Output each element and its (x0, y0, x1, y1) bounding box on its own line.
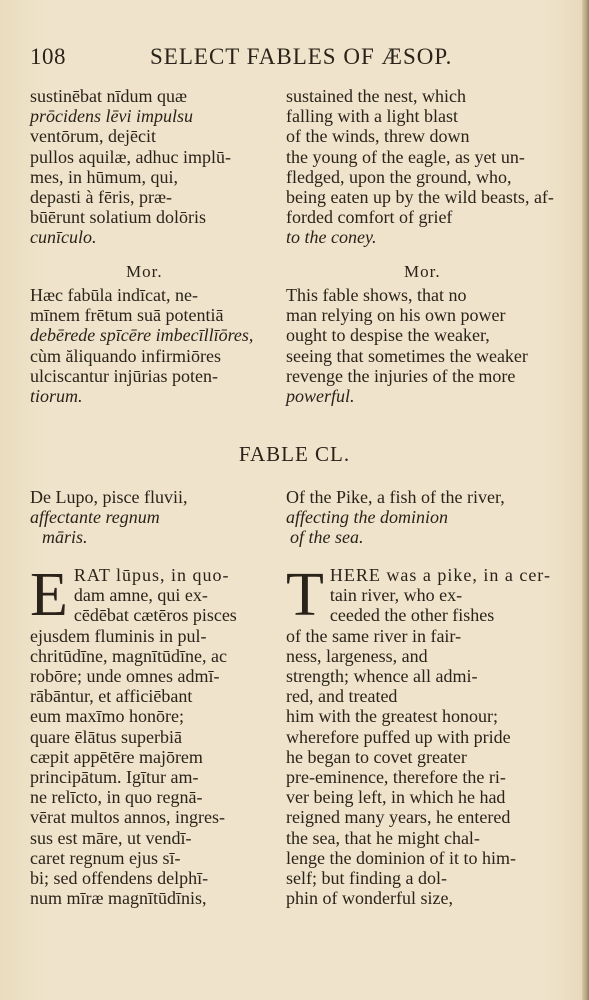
english-line: tain river, who ex- (329, 585, 463, 606)
page-edge (582, 0, 589, 1000)
english-moral-heading: Mor. (404, 262, 441, 281)
english-line: reigned many years, he entered (286, 807, 511, 828)
english-line: self; but finding a dol- (286, 868, 447, 889)
latin-line: vērat multos annos, ingres- (30, 807, 225, 828)
latin-line: principātum. Igītur am- (30, 767, 199, 788)
latin-subtitle-line: affectante regnum (30, 507, 160, 528)
latin-line: rābāntur, et afficiēbant (30, 686, 193, 707)
latin-line: dam amne, qui ex- (73, 585, 208, 606)
english-line: falling with a light blast (286, 106, 458, 127)
english-moral-line: revenge the injuries of the more (286, 365, 516, 386)
latin-line: bi; sed offendens delphī- (30, 868, 209, 889)
english-subtitle-line: Of the Pike, a fish of the river, (286, 487, 505, 507)
latin-line: chritūdīne, magnītūdīne, ac (30, 645, 227, 666)
english-moral-line: man relying on his own power (286, 305, 506, 326)
latin-line: depasti à fēris, præ- (30, 187, 172, 208)
latin-line: sus est māre, ut vendī- (30, 827, 192, 848)
english-line: to the coney. (286, 227, 377, 248)
latin-line: cēdēbat cætēros pisces (73, 605, 237, 626)
latin-moral-line: mīnem frētum suā potentiā (30, 305, 224, 326)
running-header (30, 44, 560, 74)
english-line: forded comfort of grief (286, 207, 453, 228)
english-line: sustained the nest, which (286, 86, 466, 106)
english-line: him with the greatest honour; (286, 706, 498, 727)
latin-line: eum maxīmo honōre; (30, 706, 184, 727)
latin-line: būērunt solatium dolōris (30, 207, 206, 228)
english-fable-body (286, 561, 575, 909)
latin-moral-line: ulciscantur injūrias poten- (30, 365, 218, 386)
latin-line: quare ēlātus superbiā (30, 726, 182, 747)
latin-line: ventōrum, dejēcit (30, 126, 156, 147)
english-moral (286, 285, 575, 406)
latin-moral (30, 285, 275, 406)
latin-paragraph (30, 561, 275, 909)
latin-line: num mīræ magnītūdīnis, (30, 888, 207, 909)
latin-line: robōre; unde omnes admī- (30, 666, 220, 687)
english-continuation (286, 86, 575, 248)
english-moral-line: ought to despise the weaker, (286, 325, 490, 346)
latin-moral-line: debērede spīcēre imbecīllīōres, (30, 325, 254, 346)
english-line: pre-eminence, therefore the ri- (286, 767, 506, 788)
page-number: 108 (30, 44, 66, 69)
english-line: HERE was a pike, in a cer- (329, 565, 551, 585)
latin-line: cunīculo. (30, 227, 97, 248)
english-line: ver being left, in which he had (286, 787, 506, 808)
english-line: the sea, that he might chal- (286, 827, 480, 848)
latin-line: sustinēbat nīdum quæ (30, 86, 187, 106)
english-line: red, and treated (286, 686, 398, 707)
latin-moral-heading: Mor. (126, 262, 163, 281)
english-moral-line: seeing that sometimes the weaker (286, 345, 528, 366)
latin-line: ejusdem fluminis in pul- (30, 625, 207, 646)
latin-drop-cap: E (30, 561, 68, 629)
english-drop-cap: T (286, 561, 324, 629)
english-line: fledged, upon the ground, who, (286, 166, 512, 187)
latin-line: ne relīcto, in quo regnā- (30, 787, 203, 808)
english-line: lenge the dominion of it to him- (286, 847, 516, 868)
english-line: wherefore puffed up with pride (286, 726, 511, 747)
latin-line: caret regnum ejus sī- (30, 847, 181, 868)
english-line: the young of the eagle, as yet un- (286, 146, 525, 167)
latin-moral-line: cùm ăliquando infirmiōres (30, 345, 221, 366)
english-line: strength; whence all admi- (286, 666, 478, 687)
english-subtitle (286, 487, 575, 548)
english-line: ness, largeness, and (286, 645, 428, 666)
latin-line: mes, in hūmum, qui, (30, 166, 178, 187)
latin-subtitle-line: De Lupo, pisce fluvii, (30, 487, 188, 507)
english-line: phin of wonderful size, (286, 888, 453, 909)
latin-subtitle (30, 487, 275, 548)
fable-title: FABLE CL. (238, 442, 351, 466)
latin-moral-line: Hæc fabūla indīcat, ne- (30, 285, 198, 305)
english-subtitle-line: affecting the dominion (286, 507, 448, 528)
latin-fable-body (30, 561, 275, 909)
english-line: being eaten up by the wild beasts, af- (286, 187, 554, 208)
latin-moral-line: tiorum. (30, 386, 83, 407)
english-line: he began to covet greater (286, 746, 467, 767)
english-moral-line: This fable shows, that no (286, 285, 467, 305)
english-line: of the winds, threw down (286, 126, 470, 147)
english-subtitle-line: of the sea. (290, 527, 364, 548)
english-line: of the same river in fair- (286, 625, 462, 646)
latin-line: cæpit appētēre majōrem (30, 746, 203, 767)
latin-subtitle-line: māris. (42, 527, 88, 548)
latin-line: prōcidens lēvi impulsu (30, 106, 193, 127)
latin-line: RAT lūpus, in quo- (73, 565, 230, 585)
running-title: SELECT FABLES OF ÆSOP. (150, 44, 453, 69)
latin-line: pullos aquilæ, adhuc implū- (30, 146, 231, 167)
english-paragraph (286, 561, 575, 909)
english-line: ceeded the other fishes (329, 605, 495, 626)
latin-continuation (30, 86, 275, 248)
english-moral-line: powerful. (286, 386, 355, 407)
